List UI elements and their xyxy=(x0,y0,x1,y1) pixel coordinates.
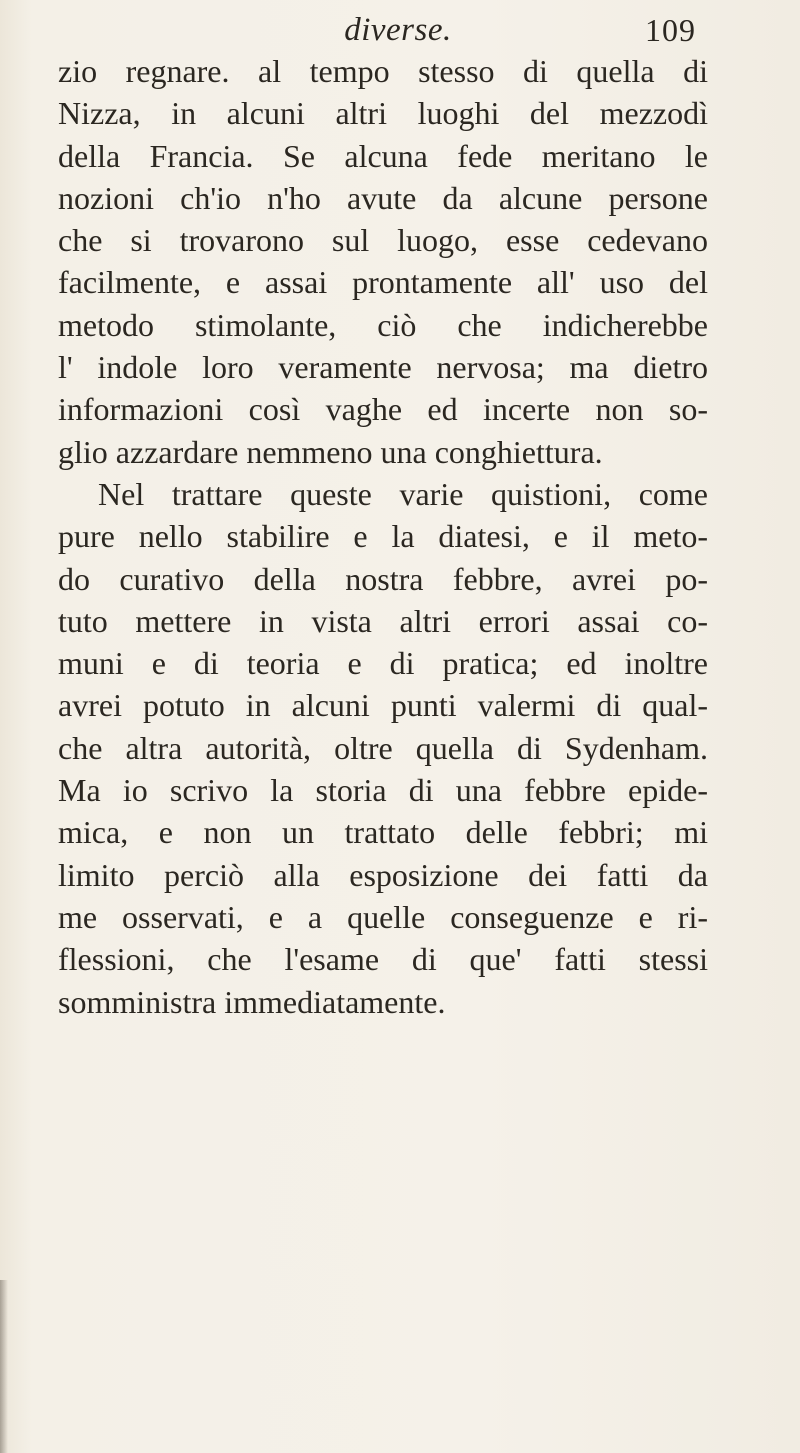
text-line: me osservati, e a quelle conseguenze e ri- xyxy=(58,898,708,935)
text-line: muni e di teoria e di pratica; ed inoltre xyxy=(58,645,708,682)
text-line: informazioni così vaghe ed incerte non so- xyxy=(58,391,708,428)
paragraph-start-line: Nel trattare queste varie quistioni, come xyxy=(98,475,708,512)
paragraph-end-line: somministra immediatamente. xyxy=(58,983,446,1020)
page-edge-shadow xyxy=(0,1280,8,1453)
text-line: metodo stimolante, ciò che indicherebbe xyxy=(58,306,708,343)
text-line: Ma io scrivo la storia di una febbre epide- xyxy=(58,772,708,809)
paragraph-end-line: glio azzardare nemmeno una conghiettura. xyxy=(58,433,603,470)
page-header xyxy=(100,8,696,52)
text-line: della Francia. Se alcuna fede meritano le xyxy=(58,137,708,174)
text-line: flessioni, che l'esame di que' fatti stessi xyxy=(58,941,708,978)
text-line: do curativo della nostra febbre, avrei po- xyxy=(58,560,708,597)
page-number: 109 xyxy=(645,12,696,48)
text-line: che altra autorità, oltre quella di Sydenham. xyxy=(58,729,708,766)
text-line: facilmente, e assai prontamente all' uso del xyxy=(58,264,708,301)
body-text xyxy=(58,50,708,1023)
text-line: nozioni ch'io n'ho avute da alcune persone xyxy=(58,179,708,216)
text-line: zio regnare. al tempo stesso di quella di xyxy=(58,53,708,89)
text-line: pure nello stabilire e la diatesi, e il meto- xyxy=(58,518,708,555)
running-title: diverse. xyxy=(344,12,452,48)
text-line: mica, e non un trattato delle febbri; mi xyxy=(58,814,708,851)
text-line: l' indole loro veramente nervosa; ma dietro xyxy=(58,349,708,386)
text-line: limito perciò alla esposizione dei fatti da xyxy=(58,856,708,893)
text-line: che si trovarono sul luogo, esse cedevano xyxy=(58,222,708,259)
text-line: tuto mettere in vista altri errori assai co- xyxy=(58,602,708,639)
text-line: avrei potuto in alcuni punti valermi di qual- xyxy=(58,687,708,724)
text-line: Nizza, in alcuni altri luoghi del mezzodì xyxy=(58,95,708,132)
